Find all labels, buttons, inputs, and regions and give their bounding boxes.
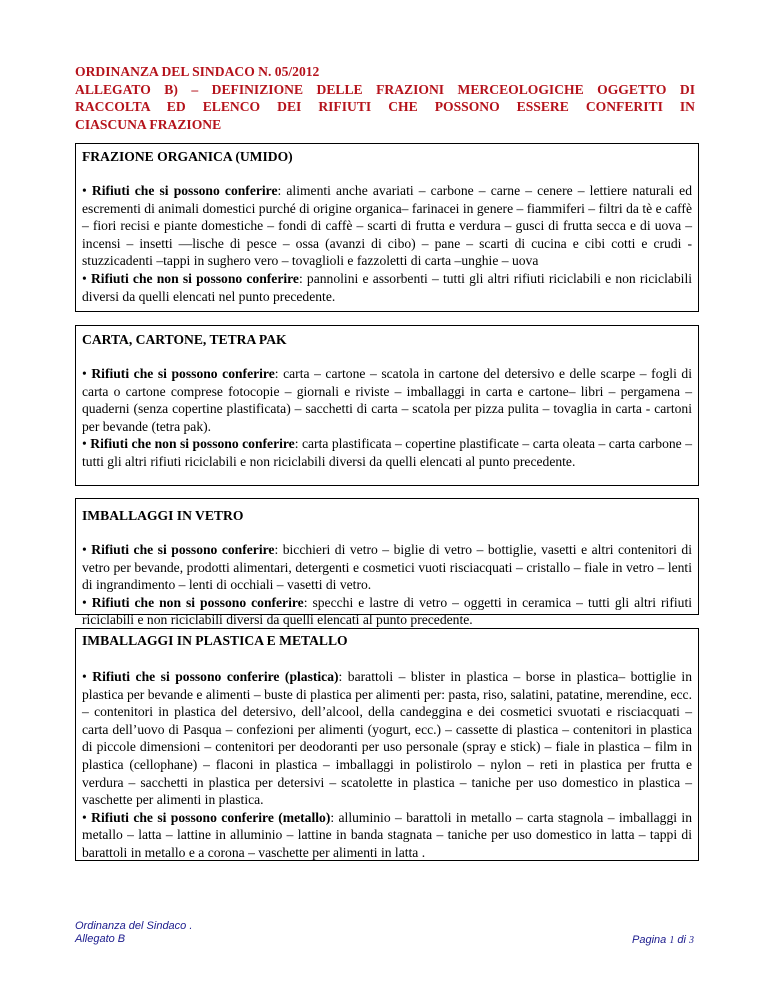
bullet: • — [82, 542, 87, 557]
footer-ordinance: Ordinanza del Sindaco . — [75, 920, 193, 932]
heading-line-fraction: CIASCUNA FRAZIONE — [75, 116, 222, 132]
bullet: • — [82, 436, 87, 452]
allowed-label: Rifiuti che si possono conferire — [91, 542, 275, 557]
heading-line-ordinance: ORDINANZA DEL SINDACO N. 05/2012 — [75, 64, 320, 79]
section-body — [82, 182, 692, 305]
allowed-text: : bicchieri di vetro – biglie di vetro – bottiglie, vasetti e altri contenitori di vetro per bevande, prodotti alimentari, detergenti e cosmetici vuoti risciacquati – cristallo – fiale in vetro – lenti di ingrandimento – lenti di occhiali – vasetti di vetro. — [82, 542, 692, 593]
forbidden-label: Rifiuti che non si possono conferire — [90, 436, 295, 452]
forbidden-text: : specchi e lastre di vetro – oggetti in ceramica – tutti gli altri rifiuti riciclabili e non riciclabili diversi da quelli elencati al punto precedente. — [82, 594, 692, 628]
allowed-paragraph — [82, 182, 692, 270]
allowed-label: Rifiuti che si possono conferire — [91, 183, 278, 198]
allowed-text: : carta – cartone – scatola in cartone del detersivo e delle scarpe – fogli di carta o cartone comprese fotocopie – giornali e riviste – imballaggi in carta e cartone– libri – pergamena – quaderni (senza copertine plastificata) – sacchetti di carta – scatola per pizza pulita – tovaglia in carta - cartoni per bevande (tetra pak). — [82, 366, 692, 434]
plastic-text: : barattoli – blister in plastica – borse in plastica– bottiglie in plastica per bevande e alimenti – buste di plastica per alimenti per: pasta, riso, salatini, patatine, merendine, ecc. – contenitori in plastica del detersivo, dell’alcool, della candeggina e dei cosmetici svuotati e risciacquati – carta dell’uovo di Pasqua – confezioni per alimenti (yogurt, ecc.) – cassette di plastica – contenitori in plastica di piccole dimensioni – contenitori per deodoranti per uso personale (spray e stick) – fiale in plastica – film in plastica (cellophane) – flaconi in plastica – imballaggi in polistirolo – nylon – reti in plastica per frutta e verdura – sacchetti in plastica per detersivi – scatolette in plastica – taniche per uso domestico in plastica – vaschette per alimenti in plastica. — [82, 669, 692, 808]
forbidden-text: : carta plastificata – copertine plastificate – carta oleata – carta carbone – tutti gli altri rifiuti riciclabili e non riciclabili diversi da quelli elencati al punto precedente. — [82, 436, 692, 469]
bullet: • — [82, 594, 87, 610]
section-body — [82, 541, 692, 629]
bullet: • — [82, 669, 87, 684]
bullet: • — [82, 809, 87, 825]
bullet: • — [82, 183, 87, 198]
forbidden-paragraph — [82, 270, 692, 305]
heading-line-collection: RACCOLTA ED ELENCO DEI RIFIUTI CHE POSSONO ESSERE CONFERITI IN — [75, 99, 695, 114]
footer-page-number — [632, 934, 694, 947]
plastic-paragraph — [82, 668, 692, 809]
page-word: Pagina — [632, 934, 670, 946]
document-heading — [75, 63, 695, 133]
section-title: IMBALLAGGI IN VETRO — [82, 508, 244, 523]
allowed-text: : alimenti anche avariati – carbone – carne – cenere – lettiere naturali ed escrementi di animali domestici purché di origine organica– farinacei in genere – fiammiferi – filtri da tè e caffè – fiori recisi e piante domestiche – fondi di caffè – scarti di frutta e verdura – gusci di frutta secca e di uova – incensi – insetti —lische di pesce – ossa (avanzi di cibo) – pane – scarti di cucina e cibi cotti e crudi - stuzzicadenti –tappi in sughero vero – tovaglioli e fazzoletti di carta –unghie – uova — [82, 183, 692, 269]
section-paper — [75, 325, 699, 486]
bullet: • — [82, 366, 87, 381]
allowed-label: Rifiuti che si possono conferire — [91, 366, 275, 381]
section-body — [82, 365, 692, 471]
current-page: 1 — [669, 935, 675, 946]
total-pages: 3 — [689, 935, 694, 946]
metal-paragraph — [82, 809, 692, 862]
section-body — [82, 668, 692, 862]
plastic-label: Rifiuti che si possono conferire (plastica) — [92, 669, 339, 684]
allowed-paragraph — [82, 365, 692, 435]
metal-label: Rifiuti che si possono conferire (metallo) — [91, 809, 331, 825]
section-organic — [75, 143, 699, 312]
section-glass — [75, 498, 699, 628]
footer-document-reference — [75, 920, 192, 946]
forbidden-paragraph — [82, 594, 692, 629]
heading-line-attachment: ALLEGATO B) – DEFINIZIONE DELLE FRAZIONI MERCEOLOGICHE OGGETTO DI — [75, 81, 695, 97]
section-title: FRAZIONE ORGANICA (UMIDO) — [82, 149, 293, 164]
section-plastic-metal — [75, 628, 699, 861]
section-title: CARTA, CARTONE, TETRA PAK — [82, 332, 287, 347]
section-title: IMBALLAGGI IN PLASTICA E METALLO — [82, 633, 348, 648]
bullet: • — [82, 270, 87, 286]
forbidden-text: : pannolini e assorbenti – tutti gli altri rifiuti riciclabili e non riciclabili diversi da quelli elencati nel punto precedente. — [82, 270, 693, 304]
page-of: di — [674, 934, 689, 946]
metal-text: : alluminio – barattoli in metallo – carta stagnola – imballaggi in metallo – latta – lattine in alluminio – lattine in banda stagnata – taniche per uso domestico in latta – tappi di barattoli in metallo e a corona – vaschette per alimenti in latta . — [82, 809, 692, 860]
allowed-paragraph — [82, 541, 692, 594]
footer-attachment: Allegato B — [75, 933, 126, 945]
forbidden-label: Rifiuti che non si possono conferire — [90, 270, 299, 286]
forbidden-paragraph — [82, 435, 692, 470]
forbidden-label: Rifiuti che non si possono conferire — [91, 594, 304, 610]
